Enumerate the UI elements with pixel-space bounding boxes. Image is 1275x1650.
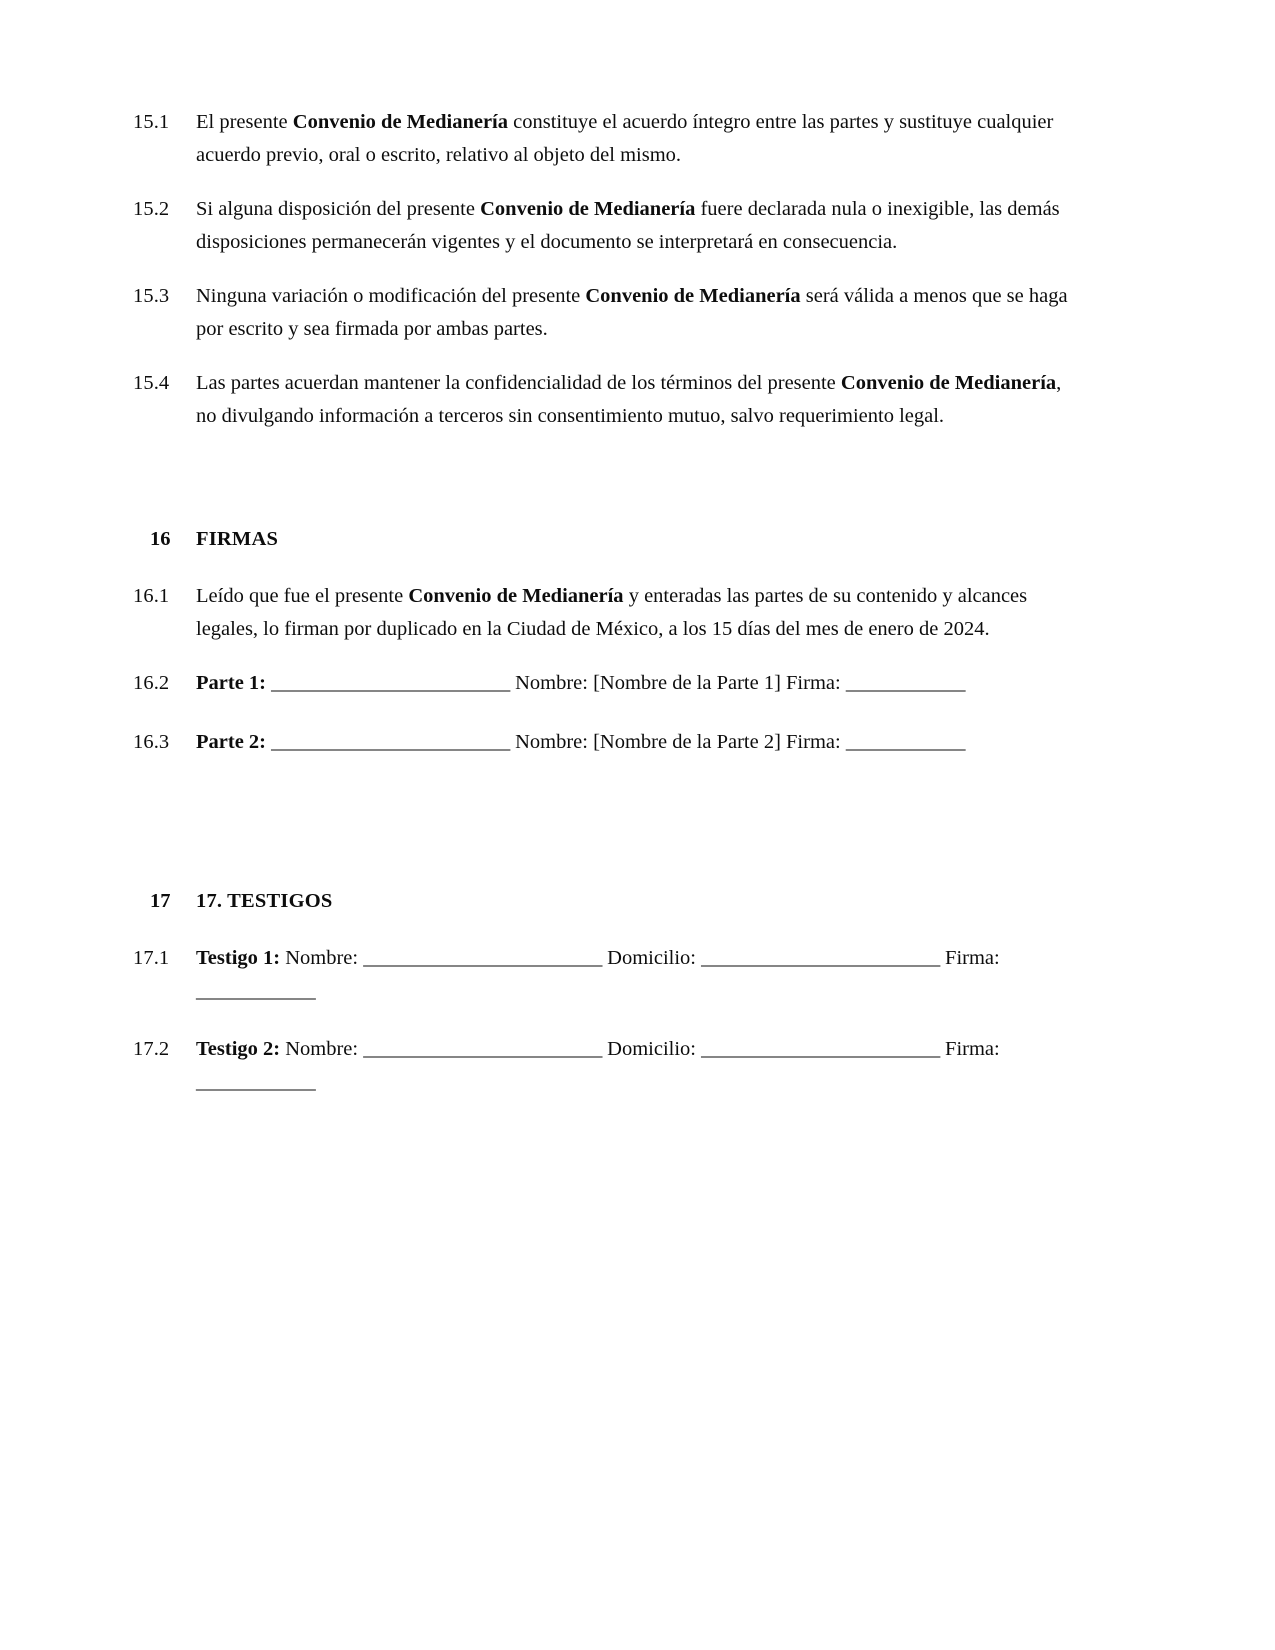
signature-blank[interactable]: ____________ — [845, 672, 966, 694]
signature-row-16-3 — [133, 726, 1078, 759]
clause-text — [196, 367, 1078, 432]
witness-label: Testigo 2: — [196, 1038, 281, 1060]
witness-address-blank[interactable]: ________________________ — [701, 947, 940, 969]
clause-text — [196, 193, 1078, 258]
text-run: Domicilio: — [602, 1038, 702, 1060]
clause-number: 15.4 — [133, 372, 170, 394]
clause-number: 16.2 — [133, 672, 170, 694]
emphasis-term: Convenio de Medianería — [585, 285, 801, 307]
text-run: Si alguna disposición del presente — [196, 198, 481, 220]
text-run: constituye el acuerdo íntegro entre las partes y sustituye cualquier acuerdo previo, oral o escrito, relativo al objeto del mismo. — [196, 111, 1054, 166]
section-spacer — [133, 784, 1078, 828]
text-run: Firma: — [939, 1038, 1000, 1060]
section-17-number: 17 — [150, 890, 171, 912]
emphasis-term: Convenio de Medianería — [480, 198, 696, 220]
clause-number: 17.2 — [133, 1038, 170, 1060]
party-label: Parte 1: — [196, 672, 266, 694]
section-heading-16 — [133, 524, 1078, 554]
signature-line — [196, 726, 1078, 759]
clause-number: 17.1 — [133, 947, 170, 969]
signature-line — [196, 667, 1078, 700]
clause-number: 15.1 — [133, 111, 170, 133]
emphasis-term: Convenio de Medianería — [292, 111, 509, 133]
witness-group — [133, 942, 1078, 1098]
text-run: Firma: — [939, 947, 1000, 969]
party-name-value: [Nombre de la Parte 1] — [593, 672, 781, 694]
emphasis-term: Convenio de Medianería — [408, 585, 624, 607]
section-spacer — [133, 454, 1078, 466]
clause-15-1 — [133, 106, 1078, 171]
clause-number: 15.2 — [133, 198, 170, 220]
signature-blank[interactable]: ________________________ — [271, 672, 510, 694]
witness-row-17-1 — [133, 942, 1078, 1007]
clause-number: 15.3 — [133, 285, 170, 307]
text-run: El presente — [196, 111, 293, 133]
text-run: Nombre: — [280, 947, 364, 969]
clause-text — [196, 106, 1078, 171]
section-16-number: 16 — [150, 528, 171, 550]
clause-16-1 — [133, 580, 1078, 645]
section-heading-17 — [133, 886, 1078, 916]
clause-16-1-number: 16.1 — [133, 585, 170, 607]
text-run: Nombre: — [509, 672, 594, 694]
clause-number: 16.3 — [133, 730, 170, 753]
signature-group — [133, 667, 1078, 758]
document-content — [133, 106, 1078, 1124]
text-run: Las partes acuerdan mantener la confidencialidad de los términos del presente — [196, 372, 841, 394]
signature-row-16-2 — [133, 667, 1078, 700]
text-run: será válida a menos que se haga por escrito y sea firmada por ambas partes. — [196, 285, 1068, 340]
clause-15-4 — [133, 367, 1078, 432]
clause-text — [196, 280, 1078, 345]
section-17-title: 17. TESTIGOS — [196, 890, 333, 912]
clause-group-15 — [133, 106, 1078, 432]
text-run: Nombre: — [280, 1038, 364, 1060]
text-run: Firma: — [780, 672, 846, 694]
text-run: Firma: — [780, 730, 846, 753]
signature-blank[interactable]: ________________________ — [271, 730, 510, 753]
clause-15-3 — [133, 280, 1078, 345]
witness-line — [196, 942, 1078, 1007]
text-run: Ninguna variación o modificación del presente — [196, 285, 586, 307]
witness-name-blank[interactable]: ________________________ — [363, 1038, 603, 1060]
text-run: Nombre: — [509, 730, 594, 753]
text-run: , no divulgando información a terceros sin consentimiento mutuo, salvo requerimiento legal. — [196, 372, 1062, 427]
witness-signature-blank[interactable]: ____________ — [196, 1070, 316, 1093]
signature-blank[interactable]: ____________ — [845, 730, 966, 753]
section-16-title: FIRMAS — [196, 528, 279, 550]
witness-line — [196, 1033, 1078, 1098]
text-run: fuere declarada nula o inexigible, las demás disposiciones permanecerán vigentes y el documento se interpretará en consecuencia. — [196, 198, 1060, 253]
witness-label: Testigo 1: — [196, 947, 281, 969]
text-run: y enteradas las partes de su contenido y alcances legales, lo firman por duplicado en la Ciudad de México, a los 15 días del mes de enero de 2024. — [196, 585, 1028, 640]
witness-row-17-2 — [133, 1033, 1078, 1098]
witness-signature-blank[interactable]: ____________ — [196, 979, 316, 1002]
party-name-value: [Nombre de la Parte 2] — [593, 730, 781, 753]
witness-name-blank[interactable]: ________________________ — [363, 947, 603, 969]
witness-address-blank[interactable]: ________________________ — [701, 1038, 940, 1060]
text-run: Leído que fue el presente — [196, 585, 409, 607]
text-run: Domicilio: — [602, 947, 702, 969]
party-label: Parte 2: — [196, 730, 266, 753]
clause-16-1-text — [196, 580, 1078, 645]
clause-15-2 — [133, 193, 1078, 258]
emphasis-term: Convenio de Medianería — [840, 372, 1057, 394]
